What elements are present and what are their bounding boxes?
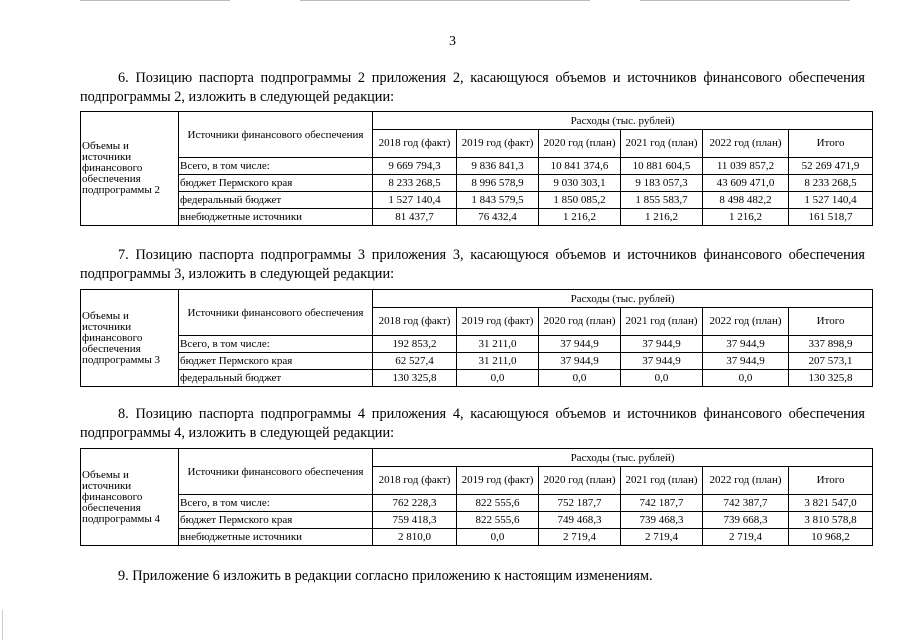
source-header: Источники финансового обеспечения — [179, 449, 373, 495]
value-cell: 31 211,0 — [457, 336, 539, 353]
year-header: 2018 год (факт) — [373, 467, 457, 495]
value-cell: 52 269 471,9 — [789, 158, 873, 175]
table-header-row — [81, 112, 873, 130]
value-cell: 1 843 579,5 — [457, 192, 539, 209]
year-header: 2020 год (план) — [539, 308, 621, 336]
value-cell: 762 228,3 — [373, 495, 457, 512]
row-label: федеральный бюджет — [179, 370, 373, 387]
paragraph-section-8 — [80, 405, 865, 443]
row-label: бюджет Пермского края — [179, 175, 373, 192]
value-cell: 8 233 268,5 — [789, 175, 873, 192]
paragraph-section-9 — [80, 567, 865, 586]
paragraph-text: 7. Позицию паспорта подпрограммы 3 приложения 3, касающуюся объемов и источников финансового обеспечения подпрограммы 3, изложить в следующей редакции: — [80, 247, 865, 282]
year-header: 2019 год (факт) — [457, 130, 539, 158]
value-cell: 752 187,7 — [539, 495, 621, 512]
year-header: 2019 год (факт) — [457, 467, 539, 495]
value-cell: 8 233 268,5 — [373, 175, 457, 192]
table-row — [81, 192, 873, 209]
value-cell: 31 211,0 — [457, 353, 539, 370]
year-header: 2021 год (план) — [621, 130, 703, 158]
value-cell: 76 432,4 — [457, 209, 539, 226]
value-cell: 81 437,7 — [373, 209, 457, 226]
year-header: 2018 год (факт) — [373, 130, 457, 158]
source-header: Источники финансового обеспечения — [179, 112, 373, 158]
year-header: 2022 год (план) — [703, 130, 789, 158]
year-header: 2022 год (план) — [703, 467, 789, 495]
paragraph-section-6 — [80, 69, 865, 107]
value-cell: 37 944,9 — [621, 336, 703, 353]
paragraph-section-7 — [80, 246, 865, 284]
year-header: 2020 год (план) — [539, 130, 621, 158]
value-cell: 37 944,9 — [539, 353, 621, 370]
value-cell: 207 573,1 — [789, 353, 873, 370]
year-header: 2018 год (факт) — [373, 308, 457, 336]
table-row — [81, 175, 873, 192]
table-row — [81, 209, 873, 226]
table-row — [81, 512, 873, 529]
paragraph-text: 6. Позицию паспорта подпрограммы 2 приложения 2, касающуюся объемов и источников финансового обеспечения подпрограммы 2, изложить в следующей редакции: — [80, 70, 865, 105]
value-cell: 1 850 085,2 — [539, 192, 621, 209]
value-cell: 0,0 — [457, 370, 539, 387]
value-cell: 9 836 841,3 — [457, 158, 539, 175]
table-row — [81, 529, 873, 546]
value-cell: 2 719,4 — [539, 529, 621, 546]
table-header-row — [81, 449, 873, 467]
value-cell: 739 468,3 — [621, 512, 703, 529]
year-header: 2021 год (план) — [621, 308, 703, 336]
value-cell: 130 325,8 — [373, 370, 457, 387]
value-cell: 1 216,2 — [621, 209, 703, 226]
table-row — [81, 495, 873, 512]
row-label: Всего, в том числе: — [179, 158, 373, 175]
value-cell: 37 944,9 — [621, 353, 703, 370]
value-cell: 749 468,3 — [539, 512, 621, 529]
value-cell: 43 609 471,0 — [703, 175, 789, 192]
row-label: внебюджетные источники — [179, 529, 373, 546]
top-border-line — [80, 0, 230, 1]
year-header: 2022 год (план) — [703, 308, 789, 336]
value-cell: 9 669 794,3 — [373, 158, 457, 175]
row-label: внебюджетные источники — [179, 209, 373, 226]
row-label: Всего, в том числе: — [179, 336, 373, 353]
value-cell: 8 498 482,2 — [703, 192, 789, 209]
top-border-line — [640, 0, 850, 1]
value-cell: 11 039 857,2 — [703, 158, 789, 175]
value-cell: 37 944,9 — [703, 336, 789, 353]
value-cell: 742 187,7 — [621, 495, 703, 512]
value-cell: 37 944,9 — [703, 353, 789, 370]
subject-cell: Объемы и источники финансового обеспечения подпрограммы 2 — [81, 112, 179, 226]
subject-cell: Объемы и источники финансового обеспечения подпрограммы 4 — [81, 449, 179, 546]
year-header: 2021 год (план) — [621, 467, 703, 495]
year-header: Итого — [789, 467, 873, 495]
value-cell: 2 810,0 — [373, 529, 457, 546]
value-cell: 742 387,7 — [703, 495, 789, 512]
value-cell: 10 881 604,5 — [621, 158, 703, 175]
value-cell: 1 216,2 — [703, 209, 789, 226]
value-cell: 3 810 578,8 — [789, 512, 873, 529]
table-row — [81, 158, 873, 175]
value-cell: 130 325,8 — [789, 370, 873, 387]
financing-table-subprogram-4 — [80, 448, 873, 546]
row-label: бюджет Пермского края — [179, 353, 373, 370]
value-cell: 2 719,4 — [621, 529, 703, 546]
table-row — [81, 370, 873, 387]
scan-edge-mark — [2, 610, 3, 640]
row-label: Всего, в том числе: — [179, 495, 373, 512]
value-cell: 8 996 578,9 — [457, 175, 539, 192]
row-label: федеральный бюджет — [179, 192, 373, 209]
year-header: Итого — [789, 308, 873, 336]
subject-cell: Объемы и источники финансового обеспечения подпрограммы 3 — [81, 290, 179, 387]
value-cell: 1 216,2 — [539, 209, 621, 226]
value-cell: 0,0 — [457, 529, 539, 546]
value-cell: 739 668,3 — [703, 512, 789, 529]
value-cell: 337 898,9 — [789, 336, 873, 353]
paragraph-text: 8. Позицию паспорта подпрограммы 4 приложения 4, касающуюся объемов и источников финансового обеспечения подпрограммы 4, изложить в следующей редакции: — [80, 406, 865, 441]
value-cell: 3 821 547,0 — [789, 495, 873, 512]
paragraph-text: 9. Приложение 6 изложить в редакции согласно приложению к настоящим изменениям. — [118, 568, 653, 584]
value-cell: 0,0 — [539, 370, 621, 387]
value-cell: 2 719,4 — [703, 529, 789, 546]
value-cell: 822 555,6 — [457, 512, 539, 529]
value-cell: 62 527,4 — [373, 353, 457, 370]
value-cell: 759 418,3 — [373, 512, 457, 529]
value-cell: 161 518,7 — [789, 209, 873, 226]
source-header: Источники финансового обеспечения — [179, 290, 373, 336]
financing-table-subprogram-3 — [80, 289, 873, 387]
value-cell: 822 555,6 — [457, 495, 539, 512]
value-cell: 192 853,2 — [373, 336, 457, 353]
year-header: Итого — [789, 130, 873, 158]
value-cell: 1 855 583,7 — [621, 192, 703, 209]
page-number: 3 — [449, 34, 456, 49]
financing-table-subprogram-2 — [80, 111, 873, 226]
expenses-header: Расходы (тыс. рублей) — [373, 290, 873, 308]
expenses-header: Расходы (тыс. рублей) — [373, 449, 873, 467]
value-cell: 1 527 140,4 — [373, 192, 457, 209]
value-cell: 9 183 057,3 — [621, 175, 703, 192]
year-header: 2019 год (факт) — [457, 308, 539, 336]
value-cell: 10 841 374,6 — [539, 158, 621, 175]
value-cell: 10 968,2 — [789, 529, 873, 546]
value-cell: 1 527 140,4 — [789, 192, 873, 209]
table-row — [81, 353, 873, 370]
expenses-header: Расходы (тыс. рублей) — [373, 112, 873, 130]
value-cell: 9 030 303,1 — [539, 175, 621, 192]
table-header-row — [81, 290, 873, 308]
year-header: 2020 год (план) — [539, 467, 621, 495]
value-cell: 0,0 — [621, 370, 703, 387]
table-row — [81, 336, 873, 353]
value-cell: 37 944,9 — [539, 336, 621, 353]
top-border-line — [300, 0, 590, 1]
value-cell: 0,0 — [703, 370, 789, 387]
row-label: бюджет Пермского края — [179, 512, 373, 529]
